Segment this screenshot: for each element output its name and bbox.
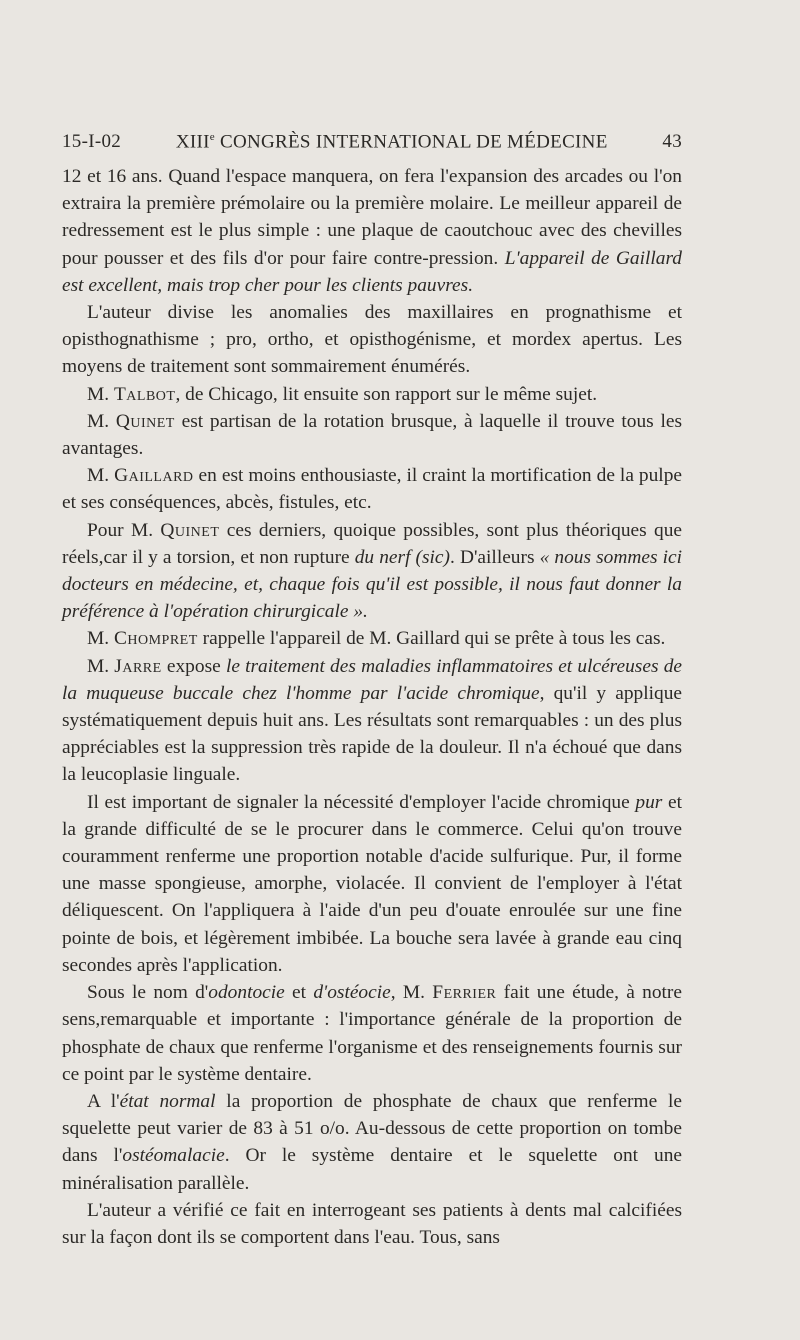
- paragraph: M. Quinet est partisan de la rotation brusque, à laquelle il trouve tous les avantages.: [62, 410, 683, 460]
- paragraph: A l'état normal la proportion de phosphate de chaux que renferme le squelette peut varier de 83 à 51 o/o. Au-dessous de cette proportion on tombe dans l'ostéomalacie. Or le système dentaire et le squelette ont une minéralisation parallèle.: [62, 1090, 682, 1194]
- paragraph: 12 et 16 ans. Quand l'espace manquera, on fera l'expansion des arcades ou l'on extraira la première prémolaire ou la première molaire. Le meilleur appareil de redressement est le plus simple : une plaque de caoutchouc avec des chevilles pour pousser et des fils d'or pour faire contre-pression. L'appareil de Gaillard est excellent, mais trop cher pour les clients pauvres.: [62, 166, 682, 296]
- paragraph: L'auteur divise les anomalies des maxillaires en prognathisme et opisthognathisme ; pro, ortho, et opisthogénisme, et mordex apertus. Les moyens de traitement sont sommairement énumérés.: [62, 302, 682, 378]
- author-name: Chompret: [113, 628, 198, 650]
- header-title: XIIIe CONGRÈS INTERNATIONAL DE MÉDECINE: [175, 131, 608, 153]
- author-name: Ferrier: [432, 982, 497, 1004]
- paragraph: L'auteur a vérifié ce fait en interrogeant ses patients à dents mal calcifiées sur la façon dont ils se comportent dans l'eau. Tous, sans: [62, 1199, 682, 1248]
- header-date: 15-I-02: [62, 131, 122, 153]
- paragraph: M. Talbot, de Chicago, lit ensuite son rapport sur le même sujet.: [87, 383, 598, 405]
- paragraph: Sous le nom d'odontocie et d'ostéocie, M. Ferrier fait une étude, à notre sens,remarquable et importante : l'importance générale de la proportion de phosphate de chaux que renferme l'organisme et des renseignements fournis sur ce point par le système dentaire.: [62, 982, 682, 1085]
- paragraph: Il est important de signaler la nécessité d'employer l'acide chromique pur et la grande difficulté de se le procurer dans le commerce. Celui qu'on trouve couramment renferme une proportion notable d'acide sulfurique. Pur, il forme une masse spongieuse, amorphe, violacée. Il convient de l'employer à l'état déliquescent. On l'appliquera à l'aide d'un peu d'ouate enroulée sur une fine pointe de bois, et légèrement imbibée. La bouche sera lavée à grande eau cinq secondes après l'application.: [62, 791, 683, 976]
- paragraph: M. Chompret rappelle l'appareil de M. Gaillard qui se prête à tous les cas.: [87, 628, 666, 650]
- author-name: Jarre: [114, 655, 162, 677]
- paragraph: M. Jarre expose le traitement des maladies inflammatoires et ulcéreuses de la muqueuse buccale chez l'homme par l'acide chromique, qu'il y applique systématiquement depuis huit ans. Les résultats sont remarquables : un des plus appréciables est la suppression très rapide de la douleur. Il n'a échoué que dans la leucoplasie linguale.: [62, 655, 683, 786]
- paragraph: M. Gaillard en est moins enthousiaste, il craint la mortification de la pulpe et ses conséquences, abcès, fistules, etc.: [62, 465, 683, 514]
- paragraph: Pour M. Quinet ces derniers, quoique possibles, sont plus théoriques que réels,car il y a torsion, et non rupture du nerf (sic). D'ailleurs « nous sommes ici docteurs en médecine, et, chaque fois qu'il est possible, il nous faut donner la préférence à l'opération chirurgicale ».: [62, 519, 682, 623]
- body-text: [62, 163, 682, 1251]
- author-name: Talbot: [113, 383, 176, 405]
- page-number: 43: [662, 131, 682, 153]
- author-name: Quinet: [160, 519, 220, 541]
- author-name: Gaillard: [114, 465, 194, 487]
- running-header: [62, 131, 682, 161]
- author-name: Quinet: [115, 410, 175, 432]
